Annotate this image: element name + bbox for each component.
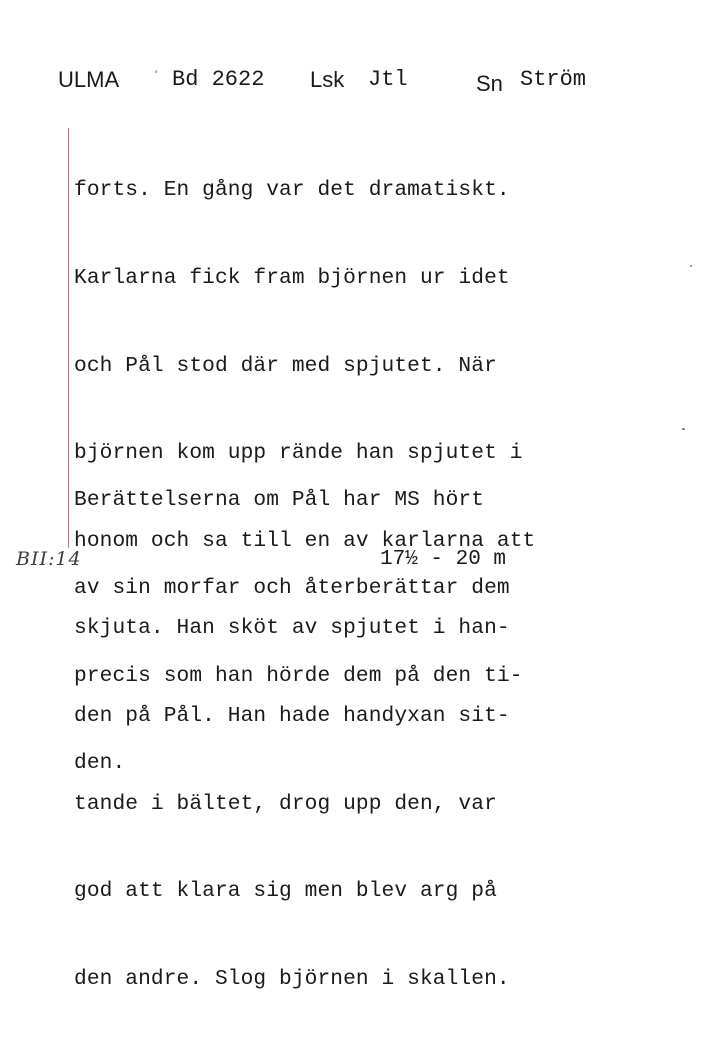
parish-label: Sn: [476, 71, 503, 96]
text-line: Karlarna fick fram björnen ur idet: [74, 266, 510, 291]
handwritten-note: BII:14: [16, 548, 82, 570]
text-line: skjuta. Han sköt av spjutet i han-: [74, 616, 510, 641]
text-line: Berättelserna om Pål har MS hört: [74, 488, 485, 513]
paper-speck: [690, 265, 692, 267]
text-line: och Pål stod där med spjutet. När: [74, 353, 497, 378]
text-line: honom och sa till en av karlarna att: [74, 528, 536, 553]
measurement: 17½ - 20 m: [380, 548, 507, 571]
archive-code: ULMA: [58, 67, 120, 92]
text-line: tande i bältet, drog upp den, var: [74, 791, 497, 816]
text-line: av sin morfar och återberättar dem: [74, 576, 510, 601]
province-code: Lsk: [310, 67, 345, 92]
text-line: den på Pål. Han hade handyxan sit-: [74, 704, 510, 729]
header-tick-mark: ': [155, 68, 158, 82]
paper-speck: [682, 428, 685, 430]
text-line: forts. En gång var det dramatiskt.: [74, 178, 510, 203]
paragraph-2: [74, 428, 704, 837]
text-line: den andre. Slog björnen i skallen.: [74, 966, 510, 991]
text-line: den.: [74, 751, 126, 776]
province-name: Jtl: [368, 67, 408, 92]
text-line: björnen kom upp rände han spjutet i: [74, 441, 523, 466]
margin-rule: [68, 128, 69, 548]
text-line: god att klara sig men blev arg på: [74, 879, 497, 904]
parish-name: Ström: [520, 67, 587, 92]
text-line: precis som han hörde dem på den ti-: [74, 663, 523, 688]
record-number: Bd 2622: [172, 67, 265, 92]
